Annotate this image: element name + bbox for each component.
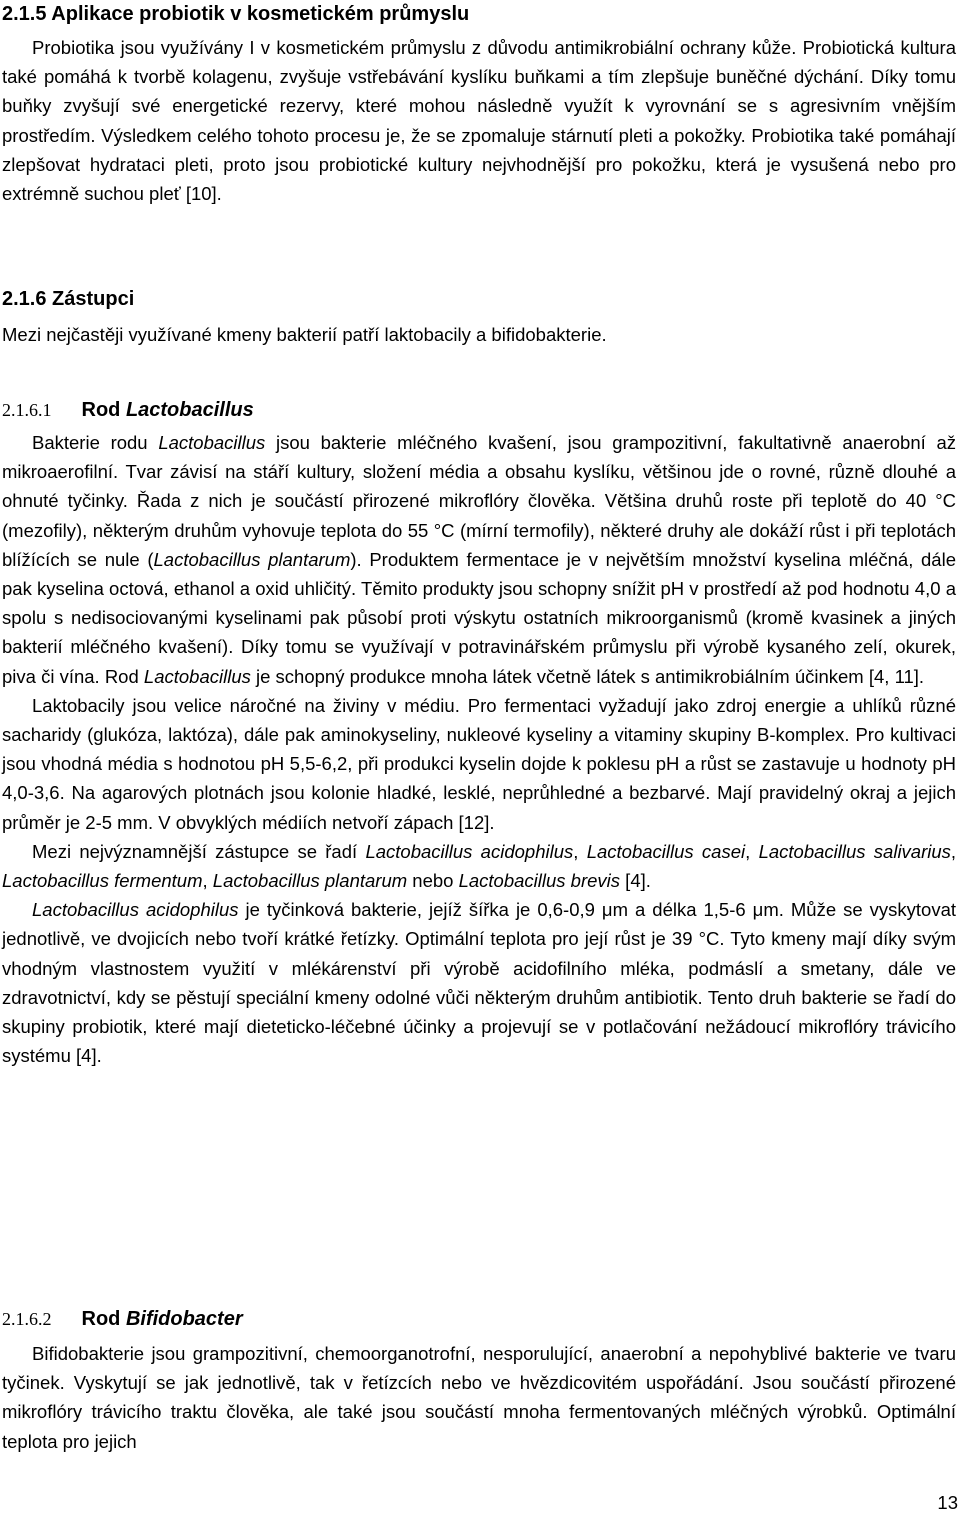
section-heading-2-1-5: 2.1.5 Aplikace probiotik v kosmetickém průmyslu [2,3,470,25]
heading-prefix: Rod [81,1308,126,1330]
heading-genus: Bifidobacter [125,1308,243,1330]
section-heading-2-1-6-2 [2,1305,243,1334]
page-number: 13 [937,1492,958,1513]
section-heading-2-1-6: 2.1.6 Zástupci [2,288,135,310]
paragraph-lactobacillus-description: Bakterie rodu Lactobacillus jsou bakterie mléčného kvašení, jsou grampozitivní, fakultativně anaerobní až mikroaerofilní. Tvar závisí na stáří kultury, složení média a obsahu kyslíku, většinou jde o rovné, různě dlouhé a ohnuté tyčinky. Řada z nich je součástí přirozené mikroflóry člověka. Většina druhů roste při teplotě do 40 °C (mezofily), některým druhům vyhovuje teplota do 55 °C (mírní termofily), některé druhy ale dokáží růst i při teplotách blížících se nule (Lactobacillus plantarum). Produktem fermentace je v největším množství kyselina mléčná, dále pak kyselina octová, ethanol a oxid uhličitý. Těmito produkty jsou schopny snížit pH v prostředí až pod hodnotu 4,0 a spolu s nedisociovanými kyselinami pak působí proti výskytu ostatních mikroorganismů (kromě kvasinek a jiných bakterií mléčného kvašení). Díky tomu se využívají v potravinářském průmyslu při výrobě kysaného zelí, okurek, piva či vína. Rod Lactobacillus je schopný produkce mnoha látek včetně látek s antimikrobiálním účinkem [4, 11]. [2,432,956,687]
paragraph-cosmetics: Probiotika jsou využívány I v kosmetickém průmyslu z důvodu antimikrobiální ochrany kůže. Probiotická kultura také pomáhá k tvorbě kolagenu, zvyšuje vstřebávání kyslíku buňkami a tím zlepšuje buněčné dýchání. Díky tomu buňky zvyšují své energetické rezervy, které mohou následně využít k vyrovnání se s agresivním vnějším prostředím. Výsledkem celého tohoto procesu je, že se zpomaluje stárnutí pleti a pokožky. Probiotika také pomáhají zlepšovat hydrataci pleti, proto jsou probiotické kultury nejvhodnější pro pokožku, která je vysušená nebo pro extrémně suchou pleť [10]. [2,37,956,205]
paragraph-bifidobacter: Bifidobakterie jsou grampozitivní, chemoorganotrofní, nesporulující, anaerobní a nepohyblivé bakterie ve tvaru tyčinek. Vyskytují se jak jednotlivě, tak v řetízcích nebo ve hvězdicovitém uspořádání. Jsou součástí přirozené mikroflóry trávicího traktu člověka, ale také jsou součástí mnoha fermentovaných mléčných výrobků. Optimální teplota pro jejich [2,1343,956,1452]
paragraph-lactobacillus-acidophilus: Lactobacillus acidophilus je tyčinková bakterie, jejíž šířka je 0,6-0,9 μm a délka 1,5-6 μm. Může se vyskytovat jednotlivě, ve dvojicích nebo tvoří krátké řetízky. Optimální teplota pro její růst je 39 °C. Tyto kmeny mají díky svým vhodným vlastnostem využití v mlékárenství při výrobě acidofilního mléka, podmáslí a smetany, dále ve zdravotnictví, kdy se pěstují speciální kmeny odolné vůči některým druhům antibiotik. Tento druh bakterie se řadí do skupiny probiotik, které mají dieteticko-léčebné účinky a projevují se v potlačování nežádoucí mikroflóry trávicího systému [4]. [2,899,956,1067]
heading-number: 2.1.6.1 [2,400,52,420]
section-heading-2-1-6-1 [2,396,254,425]
heading-prefix: Rod [81,399,126,421]
paragraph-representatives: Mezi nejčastěji využívané kmeny bakterií patří laktobacily a bifidobakterie. [2,324,607,345]
paragraph-lactobacillus-cultivation: Laktobacily jsou velice náročné na živiny v médiu. Pro fermentaci vyžadují jako zdroj energie a uhlíků různé sacharidy (glukóza, laktóza), dále pak aminokyseliny, nukleové kyseliny a vitaminy skupiny B-komplex. Pro kultivaci jsou vhodná média s hodnotou pH 5,5-6,2, při produkci kyselin dojde k poklesu pH a růst se zastavuje u hodnoty pH 4,0-3,6. Na agarových plotnách jsou kolonie hladké, lesklé, neprůhledné a bezbarvé. Mají pravidelný okraj a jejich průměr je 2-5 mm. V obvyklých médiích netvoří zápach [12]. [2,694,956,833]
heading-genus: Lactobacillus [125,399,254,421]
heading-number: 2.1.6.2 [2,1309,52,1329]
paragraph-lactobacillus-species: Mezi nejvýznamnější zástupce se řadí Lactobacillus acidophilus, Lactobacillus casei, Lactobacillus salivarius, Lactobacillus fermentum, Lactobacillus plantarum nebo Lactobacillus brevis [4]. [2,840,957,892]
lactobacillus-section-body [2,428,956,1070]
